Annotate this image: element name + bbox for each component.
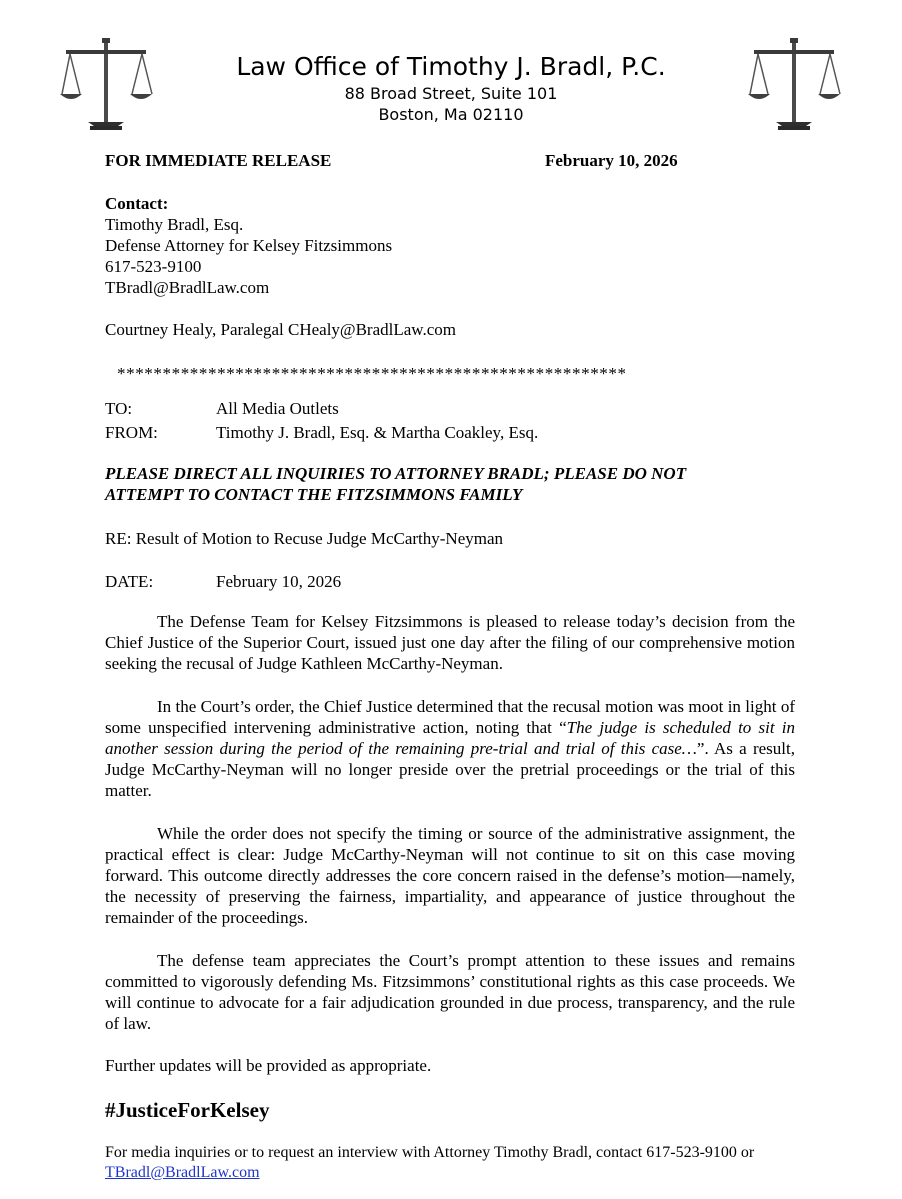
notice-line1: PLEASE DIRECT ALL INQUIRIES TO ATTORNEY BRADL; PLEASE DO NOT [105,464,687,483]
asterisk-divider: ******************************************************** [117,364,627,383]
from-value: Timothy J. Bradl, Esq. & Martha Coakley, Esq. [216,423,539,442]
body-paragraph-2 [105,696,795,801]
firm-address-line1: 88 Broad Street, Suite 101 [344,84,558,103]
release-date: February 10, 2026 [545,151,678,170]
contact-name: Timothy Bradl, Esq. [105,215,244,234]
body-paragraph-1: The Defense Team for Kelsey Fitzsimmons is pleased to release today’s decision from the Chief Justice of the Superior Court, issued just one day after the filing of our comprehensive motion seeking the recusal of Judge Kathleen McCarthy-Neyman. [105,612,795,673]
from-label: FROM: [105,423,158,442]
notice-line2: ATTEMPT TO CONTACT THE FITZSIMMONS FAMILY [105,485,523,504]
date-label: DATE: [105,572,154,591]
scales-of-justice-icon [58,38,154,130]
hashtag: #JusticeForKelsey [105,1098,270,1122]
contact-heading: Contact: [105,194,169,213]
contact-title: Defense Attorney for Kelsey Fitzsimmons [105,236,393,255]
p2-start: In the Court’s order, the Chief Justice determined that the recusal motion was moot in light of some unspecified intervening administrative action, noting that “ [105,697,795,737]
contact-phone: 617-523-9100 [105,257,202,276]
contact-email: TBradl@BradlLaw.com [105,278,270,297]
body-paragraph-4: The defense team appreciates the Court’s prompt attention to these issues and remains committed to vigorously defending Ms. Fitzsimmons’ constitutional rights as this case proceeds. We will continue to advocate for a fair adjudication grounded in due process, transparency, and the rule of law. [105,951,795,1033]
body-paragraph-3: While the order does not specify the timing or source of the administrative assignment, the practical effect is clear: Judge McCarthy-Neyman will not continue to sit on this case moving forward. This outcome directly addresses the core concern raised in the defense’s motion—namely, the necessity of preserving the fairness, impartiality, and appearance of justice throughout the remainder of the proceedings. [105,824,795,927]
firm-address-line2: Boston, Ma 02110 [378,105,524,124]
footer-email-link[interactable]: TBradl@BradlLaw.com [105,1164,260,1181]
to-value: All Media Outlets [216,399,339,418]
body-paragraph-5: Further updates will be provided as appropriate. [105,1056,432,1075]
order-quote: The judge is scheduled to sit in another session during the period of the remaining pre-trial and trial of this case… [105,718,796,758]
to-label: TO: [105,399,133,418]
firm-name: Law Office of Timothy J. Bradl, P.C. [236,52,666,81]
release-label: FOR IMMEDIATE RELEASE [105,151,332,170]
p2-end: ”. As a result, Judge McCarthy-Neyman will no longer preside over the pretrial proceedings or the trial of this matter. [105,739,795,800]
date-value: February 10, 2026 [216,572,342,591]
re-line: RE: Result of Motion to Recuse Judge McCarthy-Neyman [105,529,504,548]
scales-of-justice-icon [746,38,842,130]
footer-text: For media inquiries or to request an interview with Attorney Timothy Bradl, contact 617-523-9100 or [105,1144,755,1161]
paralegal-contact: Courtney Healy, Paralegal CHealy@BradlLaw.com [105,320,456,339]
